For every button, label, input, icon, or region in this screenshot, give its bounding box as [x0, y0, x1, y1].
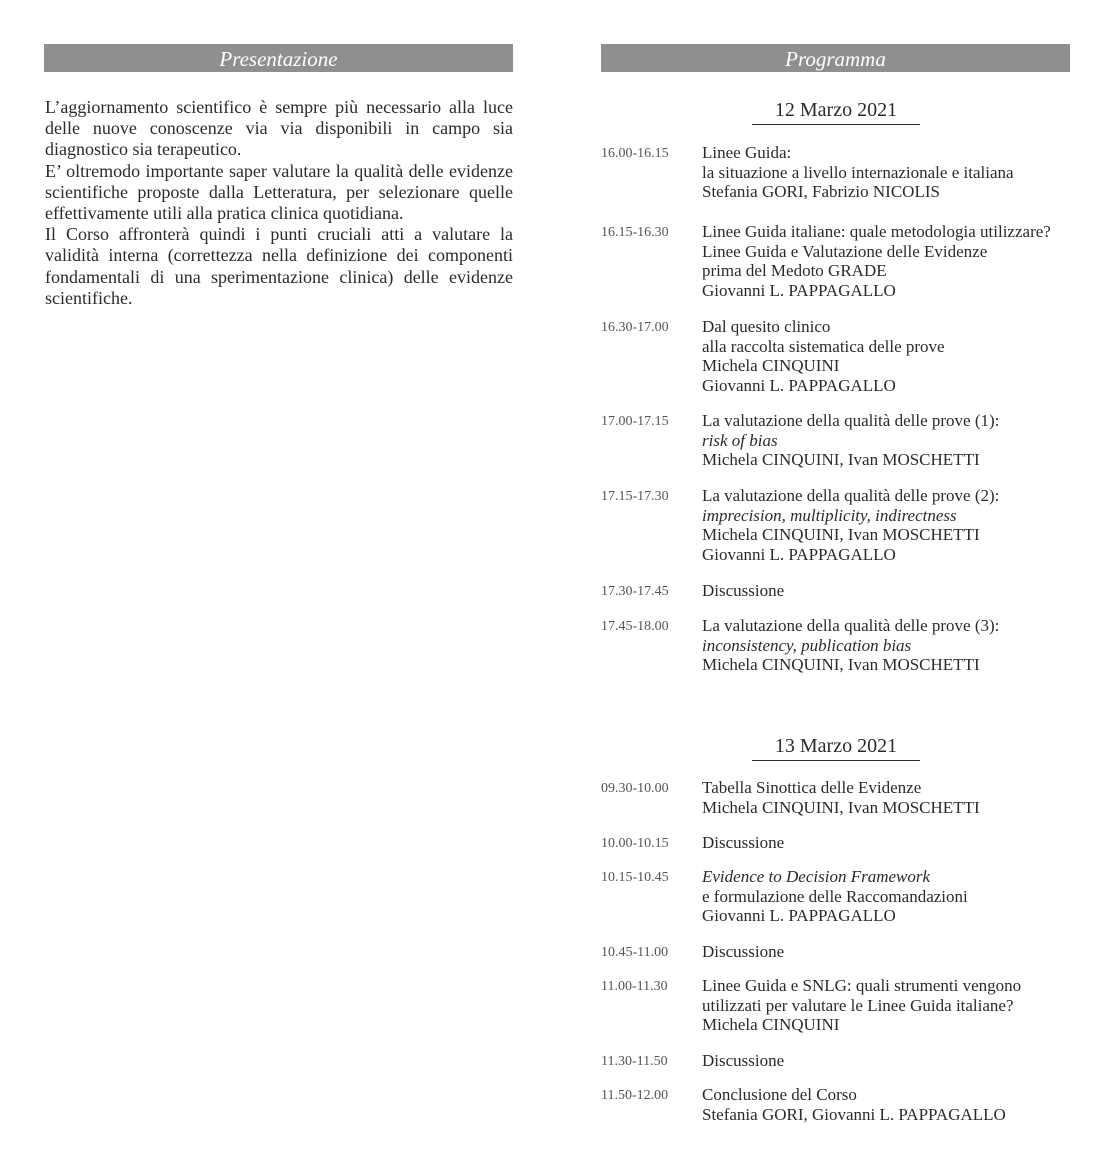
session-speakers: Michela CINQUINI, Ivan MOSCHETTI: [702, 655, 980, 675]
session-time: 11.30-11.50: [601, 1054, 668, 1069]
session-time: 16.00-16.15: [601, 146, 669, 161]
session-title: Discussione: [702, 581, 785, 600]
session-speakers: Michela CINQUINI, Ivan MOSCHETTI: [702, 450, 980, 470]
session-time: 10.15-10.45: [601, 870, 669, 885]
session-time: 11.00-11.30: [601, 979, 668, 994]
session-title: Dal quesito clinico: [702, 317, 831, 336]
session-speakers: Giovanni L. PAPPAGALLO: [702, 375, 896, 395]
session-time: 17.15-17.30: [601, 489, 669, 504]
presentazione-heading: Presentazione: [44, 44, 513, 72]
session-subtitle: inconsistency, publication bias: [702, 635, 912, 655]
session-title: Discussione: [702, 1051, 785, 1070]
session-title: Linee Guida e SNLG: quali strumenti vengono: [702, 976, 1022, 995]
session-title: Evidence to Decision Framework: [702, 867, 931, 886]
session-title: Conclusione del Corso: [702, 1085, 857, 1104]
session-time: 17.45-18.00: [601, 619, 669, 634]
session-time: 16.30-17.00: [601, 320, 669, 335]
session-title: Discussione: [702, 833, 785, 852]
session-title: Tabella Sinottica delle Evidenze: [702, 778, 922, 797]
session-subtitle: alla raccolta sistematica delle prove: [702, 336, 945, 356]
intro-paragraph-1: L’aggiornamento scientifico è sempre più necessario alla luce delle nuove conoscenze via via disponibili in campo sia diagnostico sia terapeutico.: [45, 97, 513, 160]
session-title: Linee Guida italiane: quale metodologia utilizzare?: [702, 222, 1051, 241]
session-time: 17.00-17.15: [601, 414, 669, 429]
session-subtitle: imprecision, multiplicity, indirectness: [702, 505, 957, 525]
session-subtitle: la situazione a livello internazionale e italiana: [702, 162, 1014, 182]
session-speakers: Michela CINQUINI, Ivan MOSCHETTI: [702, 797, 980, 817]
presentazione-text: [45, 97, 513, 309]
session-subtitle: prima del Medoto GRADE: [702, 261, 887, 281]
session-title: La valutazione della qualità delle prove (2):: [702, 486, 1000, 505]
session-time: 16.15-16.30: [601, 225, 669, 240]
session-time: 09.30-10.00: [601, 781, 669, 796]
session-speakers: Giovanni L. PAPPAGALLO: [702, 906, 896, 926]
session-subtitle: e formulazione delle Raccomandazioni: [702, 886, 968, 906]
session-title: Linee Guida:: [702, 143, 792, 162]
session-time: 11.50-12.00: [601, 1088, 669, 1103]
session-title: La valutazione della qualità delle prove (3):: [702, 616, 1000, 635]
session-time: 10.00-10.15: [601, 836, 669, 851]
session-time: 10.45-11.00: [601, 945, 669, 960]
session-speakers: Giovanni L. PAPPAGALLO: [702, 544, 896, 564]
session-speakers: Michela CINQUINI: [702, 356, 840, 376]
session-title: La valutazione della qualità delle prove (1):: [702, 411, 1000, 430]
intro-paragraph-2: E’ oltremodo importante saper valutare la qualità delle evidenze scientifiche proposte dalla Letteratura, per selezionare quelle effettivamente utili alla pratica clinica quotidiana.: [45, 160, 513, 224]
session-subtitle: Linee Guida e Valutazione delle Evidenze: [702, 241, 988, 261]
session-title: Discussione: [702, 942, 785, 961]
intro-paragraph-3: Il Corso affronterà quindi i punti cruciali atti a valutare la validità interna (correttezza nella definizione dei componenti fondamentali di una sperimentazione clinica) delle evidenze scientifiche.: [45, 224, 513, 308]
programma-heading: Programma: [601, 44, 1070, 72]
session-speakers: Michela CINQUINI, Ivan MOSCHETTI: [702, 525, 980, 545]
session-speakers: Stefania GORI, Fabrizio NICOLIS: [702, 182, 940, 202]
session-speakers: Stefania GORI, Giovanni L. PAPPAGALLO: [702, 1104, 1006, 1124]
session-subtitle: risk of bias: [702, 430, 778, 450]
day2-date: 13 Marzo 2021: [752, 733, 920, 761]
session-subtitle: utilizzati per valutare le Linee Guida italiane?: [702, 995, 1014, 1015]
session-speakers: Michela CINQUINI: [702, 1015, 840, 1035]
session-speakers: Giovanni L. PAPPAGALLO: [702, 280, 896, 300]
session-time: 17.30-17.45: [601, 584, 669, 599]
day1-date: 12 Marzo 2021: [752, 97, 920, 125]
